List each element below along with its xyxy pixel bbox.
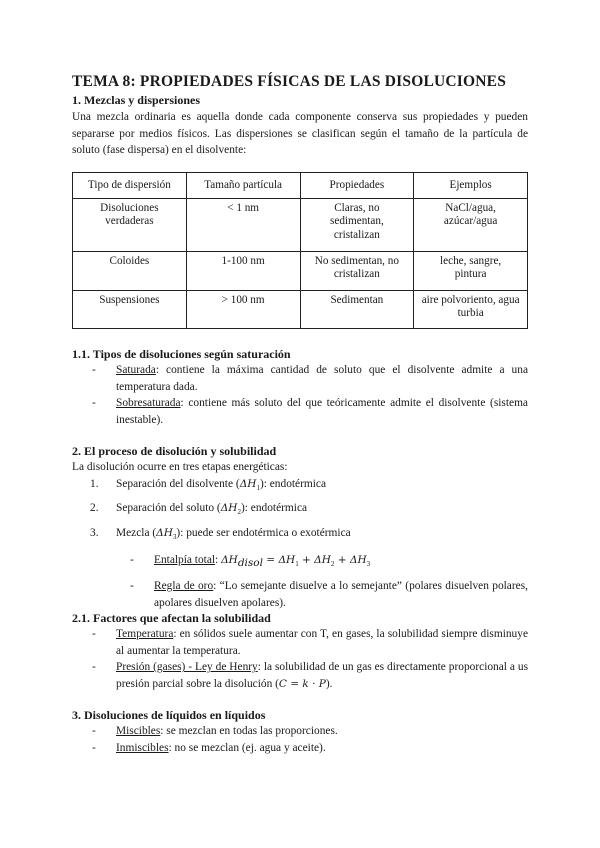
table-header-row: [73, 173, 528, 199]
item-text: : contiene la máxima cantidad de soluto que el disolvente admite a una temperatura dada.: [116, 364, 528, 393]
table-row: [73, 251, 528, 290]
table-cell: Suspensiones: [73, 290, 187, 328]
math-subscript: disol: [237, 557, 263, 570]
table-cell: aire polvoriento, agua turbia: [414, 290, 528, 328]
dash-bullet: -: [130, 579, 134, 592]
paragraph: La disolución ocurre en tres etapas energéticas:: [72, 461, 288, 473]
item-text: : la solubilidad de un gas es directamente proporcional a us presión parcial sobre la disolución (: [116, 661, 529, 690]
dispersion-table: [72, 172, 528, 329]
math-symbol: + ΔH: [298, 554, 331, 567]
list-item: [72, 740, 528, 757]
column-header: Ejemplos: [414, 173, 528, 199]
item-text: ): puede ser endotérmica o exotérmica: [176, 526, 351, 539]
section-1-1: [72, 346, 528, 428]
section-heading: 3. Disoluciones de líquidos en líquidos: [72, 708, 266, 722]
dash-bullet: -: [92, 725, 96, 737]
section-3: [72, 707, 528, 756]
section-heading: 1. Mezclas y dispersiones: [72, 93, 200, 107]
section-heading: 1.1. Tipos de disoluciones según saturación: [72, 347, 291, 361]
list-item: [72, 395, 528, 428]
section-2-1: [72, 610, 528, 692]
math-subscript: 1: [256, 483, 260, 492]
term: Temperatura: [116, 628, 174, 640]
term: Entalpía total: [154, 554, 216, 567]
math-symbol: ΔH: [220, 502, 238, 515]
table-row: [73, 198, 528, 251]
item-text: : no se mezclan (ej. agua y aceite).: [168, 741, 326, 754]
item-number: 1.: [90, 477, 99, 490]
section-2: [72, 443, 528, 611]
term: Inmiscibles: [116, 741, 169, 754]
table-cell: Disoluciones verdaderas: [73, 198, 187, 251]
item-number: 3.: [90, 526, 99, 539]
table-cell: Coloides: [73, 251, 187, 290]
column-header: Propiedades: [300, 173, 414, 199]
item-text: ): endotérmica: [259, 477, 327, 490]
term: Regla de oro: [154, 579, 214, 592]
table-cell: No sedimentan, no cristalizan: [300, 251, 414, 290]
document-title-block: [72, 73, 528, 91]
item-text: ).: [325, 677, 333, 690]
dash-bullet: -: [92, 397, 96, 410]
numbered-item: [72, 476, 528, 497]
math-symbol: = ΔH: [262, 554, 296, 567]
item-text: Separación del disolvente (: [116, 477, 240, 490]
term: Presión (gases) - Ley de Henry: [116, 661, 258, 674]
column-header: Tipo de dispersión: [73, 173, 187, 199]
math-subscript: 1: [295, 560, 299, 569]
section-1: [72, 92, 528, 159]
numbered-item: [72, 500, 528, 521]
formula: C = k · P: [278, 677, 326, 690]
list-item: [72, 723, 528, 740]
math-subscript: 2: [330, 560, 335, 569]
item-text: Mezcla (: [116, 526, 157, 539]
item-number: 2.: [90, 502, 99, 515]
term: Sobresaturada: [116, 397, 181, 410]
list-item: [72, 362, 528, 395]
term: Miscibles: [116, 725, 161, 737]
column-header: Tamaño partícula: [186, 173, 300, 199]
math-subscript: 3: [366, 560, 371, 569]
sub-list-item: [72, 578, 528, 611]
table-cell: > 100 nm: [186, 290, 300, 328]
math-symbol: ΔH: [156, 526, 173, 539]
dash-bullet: -: [92, 661, 96, 674]
math-symbol: ΔH: [239, 477, 257, 490]
term: Saturada: [116, 364, 156, 376]
dash-bullet: -: [92, 364, 96, 376]
paragraph: Una mezcla ordinaria es aquella donde cada componente conserva sus propiedades y pueden separarse por medios físicos. Las dispersiones se clasifican según el tamaño de la partícula de soluto (fase dispersa) en el disolvente:: [72, 111, 528, 157]
sub-list-item: [72, 552, 528, 573]
math-symbol: + ΔH: [334, 554, 367, 567]
item-text: : “Lo semejante disuelve a lo semejante” (polares disuelven polares, apolares disuelven apolares).: [154, 579, 528, 609]
section-heading: 2. El proceso de disolución y solubilidad: [72, 444, 277, 458]
item-text: ): endotérmica: [240, 502, 308, 515]
dash-bullet: -: [92, 628, 96, 640]
section-heading: 2.1. Factores que afectan la solubilidad: [72, 611, 271, 625]
item-text: Separación del soluto (: [116, 502, 221, 515]
list-item: [72, 659, 528, 692]
table-cell: leche, sangre, pintura: [414, 251, 528, 290]
numbered-item: [72, 525, 528, 546]
separator: :: [215, 554, 222, 567]
math-subscript: 3: [172, 532, 177, 541]
dash-bullet: -: [92, 741, 96, 754]
math-subscript: 2: [237, 508, 241, 517]
dash-bullet: -: [130, 554, 134, 567]
item-text: : se mezclan en todas las proporciones.: [160, 725, 338, 737]
table-cell: NaCl/agua, azúcar/agua: [414, 198, 528, 251]
math-symbol: ΔH: [221, 554, 238, 567]
table-cell: Sedimentan: [300, 290, 414, 328]
table-cell: 1-100 nm: [186, 251, 300, 290]
dispersion-table-wrap: [72, 172, 528, 329]
item-text: : en sólidos suele aumentar con T, en gases, la solubilidad siempre disminuye al aumentar la temperatura.: [116, 628, 528, 657]
table-cell: Claras, no sedimentan, cristalizan: [300, 198, 414, 251]
table-cell: < 1 nm: [186, 198, 300, 251]
table-row: [73, 290, 528, 328]
document-title: TEMA 8: PROPIEDADES FÍSICAS DE LAS DISOLUCIONES: [72, 73, 507, 90]
list-item: [72, 626, 528, 659]
item-text: : contiene más soluto del que teóricamente admite el disolvente (sistema inestable).: [116, 397, 528, 426]
